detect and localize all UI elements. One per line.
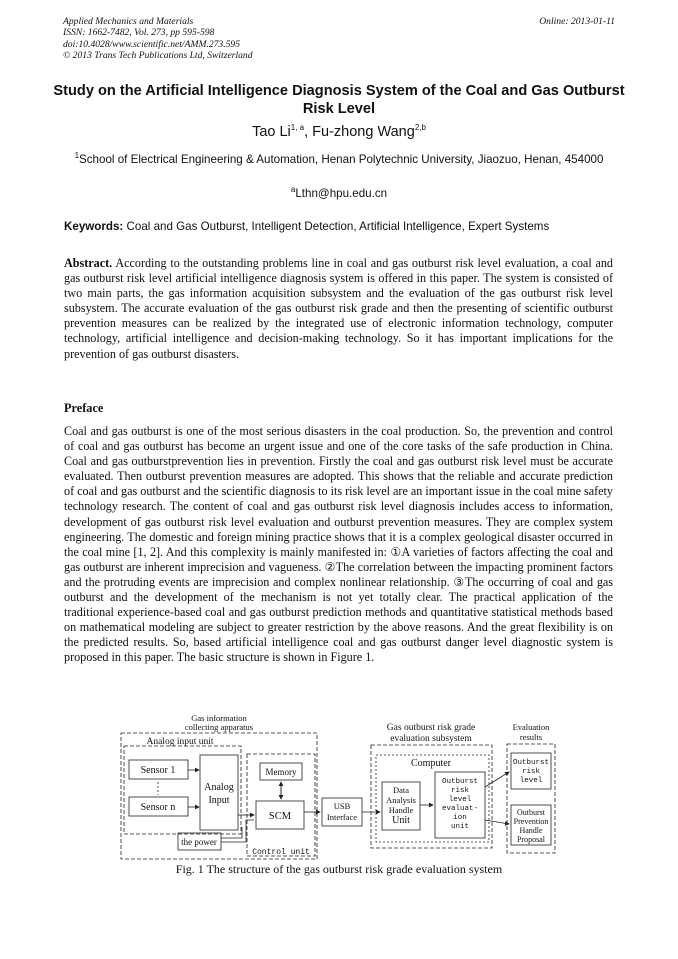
label-power: the power (181, 837, 217, 847)
doi: doi:10.4028/www.scientific.net/AMM.273.595 (63, 38, 241, 50)
label-proposal-2: Prevention (513, 817, 549, 826)
affiliation-marker: 1 (74, 151, 80, 160)
label-risk-subsystem-1: Gas outburst risk grade (386, 723, 476, 733)
label-data: Data (392, 785, 410, 795)
label-eval-2: risk (450, 787, 470, 795)
keywords-text: Coal and Gas Outburst, Intelligent Detection, Artificial Intelligence, Expert Systems (126, 220, 550, 233)
paper-title: Study on the Artificial Intelligence Diagnosis System of the Coal and Gas Outburst Risk Level (53, 83, 625, 117)
label-proposal-4: Proposal (517, 835, 545, 844)
email-marker: a (290, 185, 296, 194)
label-analog-input-unit: Analog input unit (146, 737, 214, 747)
section-heading-preface: Preface (64, 401, 104, 415)
preface-body: Coal and gas outburst is one of the most serious disasters in the coal production. So, the prevention and control of coal and gas outburst has become an urgent issue and one of the core tasks of the safe production in China. Coal and gas outburstprevention lies in prevention. Firstly the coal and gas outburst risk level must be accurate evaluated. Then outburst prevention measures are adopted. This shows that the reliable and accurate prediction of coal and gas outburst and the scientific diagnosis to its risk level are an important issue in the coal mine safety technology research. The content of coal and gas outburst risk level diagnosis includes access to information, development of gas outburst risk level evaluation and outburst prevention measures. They are complex system engineering. The domestic and foreign mining practice shows that it is a complex geological disaster occurred in the coal mine [1, 2]. And this complexity is mainly manifested in: ①A varieties of factors affecting the coal and gas outburst are inherent imprecision and vagueness. ②The correlation between the impacting prominent factors and the protruding events are imprecision and complex nonlinear relationship. ③The occurring of coal and gas outburst and the development of the mechanism is not yet totally clear. The practical application of the traditional experience-based coal and gas outburst prediction methods and quantitative statistical methods based on mathematical modeling are subject to greater restriction by the above reasons. And the great flexibility is on the predicted results. So, based artificial intelligence coal and gas outburst danger level diagnostic system is proposed in this paper. The basic structure is shown in Figure 1. (64, 424, 613, 665)
email-text: Lthn@hpu.edu.cn (295, 186, 388, 200)
keywords-label: Keywords: (64, 220, 124, 233)
label-interface: Interface (326, 812, 358, 822)
author-1: Tao Li (252, 123, 291, 140)
label-memory: Memory (265, 767, 297, 777)
author-2: Fu-zhong Wang (312, 123, 415, 140)
label-eval-6: unit (450, 823, 470, 831)
label-gas-info-1: Gas information (191, 713, 247, 723)
label-risk-level-2: risk (521, 768, 541, 776)
affiliation (66, 148, 612, 167)
abstract-text: According to the outstanding problems line in coal and gas outburst risk level evaluation, a coal and gas outburst risk level artificial intelligence diagnosis system is offered in this paper. The system is consisted of two main parts, the gas information acquisition subsystem and the evaluation of the gas outburst risk level subsystem. The accurate evaluation of the gas outburst risk grade and then the presenting of scientific outburst prevention measures can be realized by the integrated use of electronic information technology, computer technology, artificial intelligence and decision-making technology. So it has important implications for the prevention of gas outburst disasters. (64, 256, 613, 361)
abstract (64, 256, 613, 362)
authors (40, 123, 638, 140)
label-handle: Handle (388, 805, 414, 815)
copyright: © 2013 Trans Tech Publications Ltd, Switzerland (63, 50, 253, 62)
label-computer: Computer (411, 758, 451, 769)
figure-1-diagram (118, 712, 558, 862)
label-proposal-3: Handle (519, 826, 543, 835)
label-risk-level-3: level (519, 777, 543, 785)
issn: ISSN: 1662-7482, Vol. 273, pp 595-598 (63, 27, 215, 39)
label-risk-subsystem-2: evaluation subsystem (390, 734, 472, 744)
affiliation-text: School of Electrical Engineering & Automation, Henan Polytechnic University, Jiaozuo, Henan, 454000 (79, 152, 604, 166)
label-analog: Analog (204, 782, 234, 793)
label-sensor-n: Sensor n (140, 802, 176, 813)
keywords (64, 220, 616, 233)
label-gas-info-2: collecting apparatus (184, 722, 254, 732)
label-usb: USB (333, 801, 351, 811)
label-analysis: Analysis (386, 795, 416, 805)
label-risk-level-1: Outburst (512, 759, 550, 767)
label-eval-5: ion (453, 814, 467, 822)
label-results-1: Evaluation (512, 722, 550, 732)
label-eval-1: Outburst (441, 778, 479, 786)
email (40, 185, 638, 200)
label-sensor-1: Sensor 1 (140, 765, 176, 776)
label-eval-4: evaluat- (441, 805, 479, 813)
label-unit: Unit (392, 815, 410, 826)
journal-header (63, 16, 615, 62)
label-input: Input (208, 795, 230, 806)
label-eval-3: level (448, 796, 472, 804)
journal-name: Applied Mechanics and Materials (63, 16, 194, 27)
label-results-2: results (519, 732, 543, 742)
label-scm: SCM (268, 811, 292, 822)
label-control-unit: Control unit (252, 848, 310, 857)
label-proposal-1: Outburst (517, 808, 545, 817)
author-2-affil: 2,b (414, 123, 426, 132)
online-date: Online: 2013-01-11 (539, 16, 615, 27)
abstract-label: Abstract. (64, 256, 113, 270)
author-separator: , (304, 123, 313, 140)
author-1-affil: 1, a (290, 123, 305, 132)
figure-caption: Fig. 1 The structure of the gas outburst risk grade evaluation system (175, 862, 503, 876)
